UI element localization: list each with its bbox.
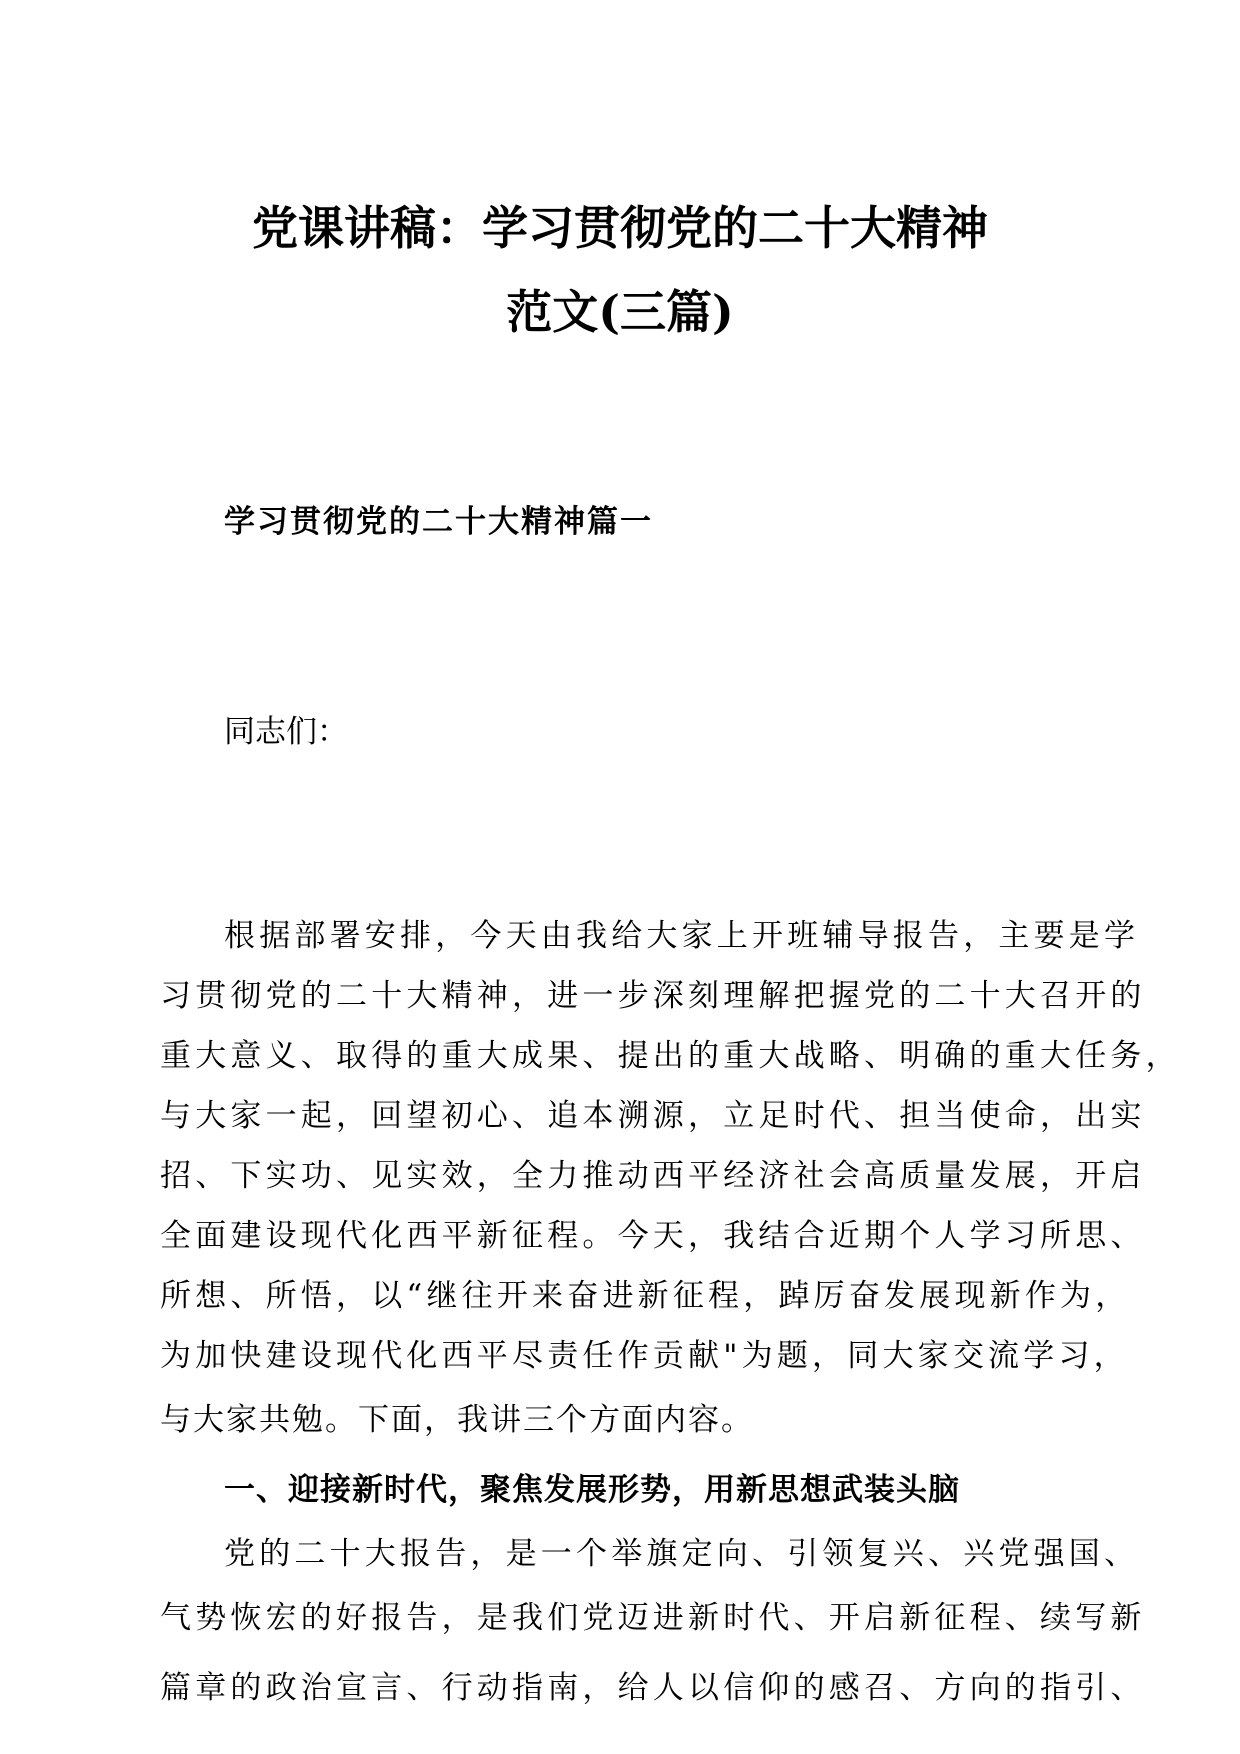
paragraph-line: 篇章的政治宣言、行动指南，给人以信仰的感召、方向的指引、 xyxy=(160,1670,1146,1706)
paragraph-line: 重大意义、取得的重大成果、提出的重大战略、明确的重大任务， xyxy=(160,1038,1181,1074)
document-title-line-1: 党课讲稿：学习贯彻党的二十大精神 xyxy=(252,201,988,255)
paragraph-line: 为加快建设现代化西平尽责任作贡献"为题，同大家交流学习， xyxy=(160,1338,1129,1374)
paragraph-line: 与大家一起，回望初心、追本溯源，立足时代、担当使命，出实 xyxy=(160,1098,1146,1134)
paragraph-line: 气势恢宏的好报告，是我们党迈进新时代、开启新征程、续写新 xyxy=(160,1600,1146,1636)
subheading-1: 一、迎接新时代，聚焦发展形势，用新思想武装头脑 xyxy=(224,1472,960,1508)
paragraph-line: 根据部署安排，今天由我给大家上开班辅导报告，主要是学 xyxy=(224,918,1140,954)
paragraph-line: 招、下实功、见实效，全力推动西平经济社会高质量发展，开启 xyxy=(160,1158,1146,1194)
salutation: 同志们： xyxy=(224,714,348,750)
document-title-line-2: 范文(三篇) xyxy=(506,285,734,339)
paragraph-line: 党的二十大报告，是一个举旗定向、引领复兴、兴党强国、 xyxy=(224,1536,1140,1572)
paragraph-line: 与大家共勉。下面，我讲三个方面内容。 xyxy=(160,1402,754,1438)
paragraph-line: 所想、所悟，以“继往开来奋进新征程，踔厉奋发展现新作为， xyxy=(160,1278,1131,1314)
paragraph-line: 习贯彻党的二十大精神，进一步深刻理解把握党的二十大召开的 xyxy=(160,978,1146,1014)
paragraph-line: 全面建设现代化西平新征程。今天，我结合近期个人学习所思、 xyxy=(160,1218,1146,1254)
section-heading: 学习贯彻党的二十大精神篇一 xyxy=(224,504,653,540)
